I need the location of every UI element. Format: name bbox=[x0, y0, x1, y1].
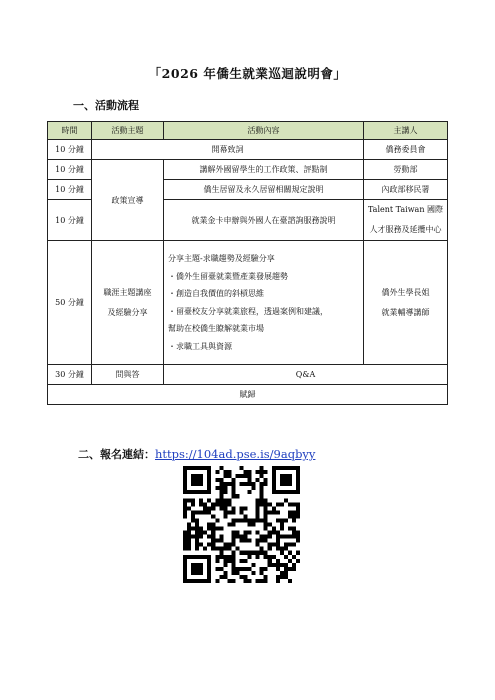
page-title: 「2026 年僑生就業巡迴說明會」 bbox=[148, 66, 347, 81]
content-line: ・留臺校友分享就業旅程，透過案例和建議， bbox=[168, 306, 328, 316]
content-line: ・創造自我價值的斜槓思維 bbox=[168, 289, 264, 298]
cell-speaker: 勞動部 bbox=[364, 160, 448, 180]
cell-theme bbox=[92, 241, 164, 365]
section-heading-registration bbox=[78, 446, 315, 462]
cell-content: 開幕致詞 bbox=[92, 140, 364, 160]
cell-time: 10 分鐘 bbox=[48, 200, 92, 241]
table-header-row bbox=[48, 122, 448, 140]
table-row bbox=[48, 160, 448, 180]
header-time: 時間 bbox=[48, 122, 92, 140]
cell-content: 講解外國留學生的工作政策、評點制 bbox=[164, 160, 364, 180]
speaker-line: Talent Taiwan 國際 bbox=[367, 205, 444, 214]
cell-speaker: 僑務委員會 bbox=[364, 140, 448, 160]
cell-speaker bbox=[364, 241, 448, 365]
cell-time: 10 分鐘 bbox=[48, 160, 92, 180]
table-row bbox=[48, 241, 448, 365]
header-content: 活動內容 bbox=[164, 122, 364, 140]
cell-time: 50 分鐘 bbox=[48, 241, 92, 365]
cell-content: Q&A bbox=[164, 365, 448, 385]
content-line: ・求職工具與資源 bbox=[168, 341, 232, 351]
section-heading-agenda: 一、活動流程 bbox=[73, 99, 139, 112]
registration-link[interactable]: https://104ad.pse.is/9aqbyy bbox=[155, 447, 316, 461]
table-row bbox=[48, 365, 448, 385]
speaker-line: 就業輔導講師 bbox=[381, 307, 430, 317]
content-line: 幫助在校僑生瞭解就業市場 bbox=[168, 324, 264, 333]
table-row bbox=[48, 140, 448, 160]
cell-content bbox=[164, 241, 364, 365]
table-row bbox=[48, 385, 448, 405]
cell-theme: 政策宣導 bbox=[92, 160, 164, 241]
speaker-line: 人才服務及延攬中心 bbox=[369, 225, 442, 234]
theme-line: 職涯主題講座 bbox=[103, 287, 152, 297]
cell-theme: 問與答 bbox=[92, 365, 164, 385]
content-line: ・僑外生留臺就業暨產業發展趨勢 bbox=[168, 271, 288, 281]
cell-closing: 賦歸 bbox=[48, 385, 448, 405]
cell-speaker bbox=[364, 200, 448, 241]
cell-time: 30 分鐘 bbox=[48, 365, 92, 385]
cell-time: 10 分鐘 bbox=[48, 180, 92, 200]
qr-code-icon bbox=[183, 466, 300, 583]
content-line: 分享主題-求職趨勢及經驗分享 bbox=[168, 254, 275, 263]
header-speaker: 主講人 bbox=[364, 122, 448, 140]
header-theme: 活動主題 bbox=[92, 122, 164, 140]
cell-speaker: 內政部移民署 bbox=[364, 180, 448, 200]
agenda-table bbox=[47, 121, 448, 405]
registration-label: 二、報名連結： bbox=[78, 448, 155, 461]
cell-content: 僑生居留及永久居留相關規定說明 bbox=[164, 180, 364, 200]
theme-line: 及經驗分享 bbox=[107, 307, 148, 317]
cell-time: 10 分鐘 bbox=[48, 140, 92, 160]
speaker-line: 僑外生學長姐 bbox=[381, 287, 430, 297]
cell-content: 就業金卡申辦與外國人在臺諮詢服務說明 bbox=[164, 200, 364, 241]
